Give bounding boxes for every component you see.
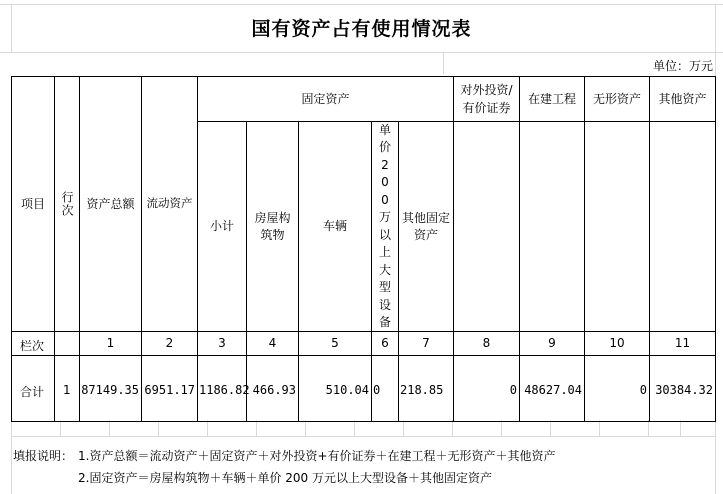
total-value: 87149.35	[81, 383, 139, 397]
column-number: 6	[381, 336, 389, 351]
column-number: 8	[482, 336, 491, 351]
header-intangible: 无形资产	[592, 91, 641, 106]
notes-line-1: 1.资产总额＝流动资产＋固定资产＋对外投资+有价证券＋在建工程＋无形资产＋其他资产	[78, 449, 556, 463]
column-number: 2	[165, 336, 174, 351]
column-number: 1	[106, 336, 115, 351]
column-number: 3	[218, 336, 226, 351]
column-number: 4	[268, 336, 277, 351]
total-value: 510.04	[325, 383, 369, 397]
total-row-label: 合计	[20, 385, 45, 399]
unit-label: 单位：万元	[652, 59, 713, 73]
header-other-fixed	[399, 122, 453, 331]
header-fixed-assets: 固定资产	[301, 91, 350, 106]
header-buildings-label: 房屋构筑物	[254, 211, 291, 242]
header-row-no: 行次	[60, 191, 75, 217]
header-item: 项目	[20, 196, 45, 211]
notes-label: 填报说明：	[13, 449, 74, 463]
total-value: 218.85	[400, 383, 444, 397]
total-row-no: 1	[63, 383, 71, 397]
total-value: 6951.17	[144, 383, 195, 397]
notes-line-2: 2.固定资产＝房屋构筑物＋车辆＋单价 200 万元以上大型设备＋其他固定资产	[78, 471, 492, 485]
column-number: 5	[331, 336, 339, 351]
header-other-fixed-label: 其他固定资产	[401, 211, 450, 242]
total-value: 30384.32	[655, 383, 713, 397]
header-other-assets: 其他资产	[658, 91, 707, 106]
column-number-label: 栏次	[20, 339, 45, 353]
header-investments-label: 对外投资/有价证券	[460, 83, 513, 115]
column-number: 11	[674, 336, 691, 351]
column-number: 10	[609, 336, 625, 351]
total-value: 48627.04	[524, 383, 582, 397]
header-large-equipment-label: 单价200万以上大型设备	[378, 122, 391, 329]
header-vehicles: 车辆	[322, 219, 347, 234]
total-value: 0	[639, 383, 647, 397]
header-investments	[454, 77, 519, 121]
header-large-equipment	[372, 122, 398, 331]
page-title: 国有资产占有使用情况表	[251, 18, 472, 40]
header-subtotal: 小计	[209, 219, 234, 234]
total-value: 0	[373, 383, 381, 397]
header-current-assets: 流动资产	[146, 196, 193, 211]
column-number: 9	[548, 336, 556, 351]
total-value: 466.93	[252, 383, 296, 397]
header-construction: 在建工程	[527, 91, 576, 106]
header-total-assets: 资产总额	[86, 196, 135, 211]
column-number: 7	[422, 336, 430, 351]
total-value: 0	[509, 383, 517, 397]
total-value: 1186.82	[199, 383, 250, 397]
header-buildings	[247, 122, 298, 331]
